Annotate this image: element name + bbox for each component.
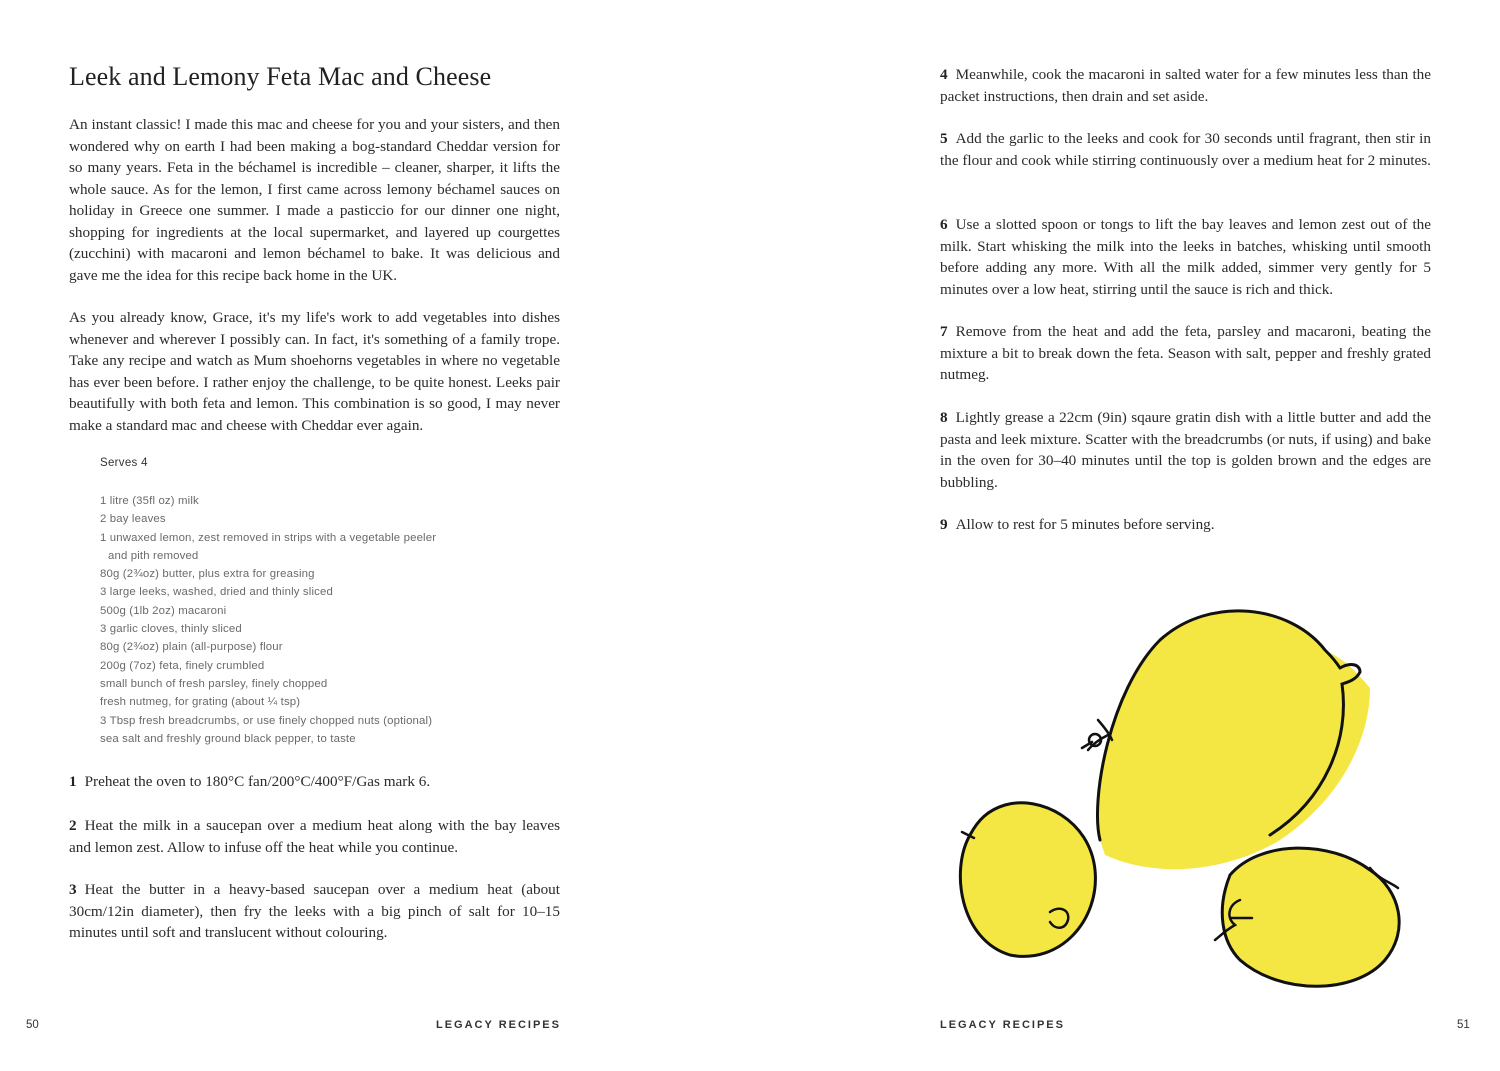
ingredient-item: 3 large leeks, washed, dried and thinly sliced xyxy=(100,586,333,599)
step-number: 5 xyxy=(940,130,948,147)
step-number: 9 xyxy=(940,516,948,533)
ingredient-item: 3 garlic cloves, thinly sliced xyxy=(100,623,242,636)
step-number: 1 xyxy=(69,773,77,790)
step-text: Allow to rest for 5 minutes before serving. xyxy=(955,516,1215,533)
section-label: LEGACY RECIPES xyxy=(436,1019,561,1031)
step-number: 3 xyxy=(69,881,77,898)
step-number: 6 xyxy=(940,216,948,233)
ingredient-item: sea salt and freshly ground black pepper, to taste xyxy=(100,732,356,745)
step-text: Lightly grease a 22cm (9in) sqaure gratin dish with a little butter and add the pasta and leek mixture. Scatter with the breadcrumbs (or nuts, if using) and bake in the oven for 30–40 minutes until the top is golden brown and the edges are bubbling. xyxy=(940,409,1431,491)
ingredient-list xyxy=(100,492,436,748)
method-step xyxy=(69,815,560,858)
ingredient-item: 200g (7oz) feta, finely crumbled xyxy=(100,659,265,672)
step-text: Add the garlic to the leeks and cook for 30 seconds until fragrant, then stir in the flour and cook while stirring continuously over a medium heat for 2 minutes. xyxy=(940,130,1431,169)
intro-paragraph: An instant classic! I made this mac and cheese for you and your sisters, and then wondered why on earth I had been making a bog-standard Cheddar version for so many years. Feta in the béchamel is incredible – cleaner, sharper, it lifts the whole sauce. As for the lemon, I first came across lemony béchamel sauces on holiday in Greece one summer. I made a pasticcio for our dinner one night, shopping for ingredients at the local supermarket, and layered up courgettes (zucchini) with macaroni and lemon béchamel to bake. It was delicious and gave me the idea for this recipe back home in the UK. xyxy=(69,116,560,284)
ingredient-item: and pith removed xyxy=(108,549,199,562)
lemon-large-icon xyxy=(1082,611,1370,869)
step-text: Remove from the heat and add the feta, parsley and macaroni, beating the mixture a bit to break down the feta. Season with salt, pepper and freshly grated nutmeg. xyxy=(940,323,1431,383)
step-number: 4 xyxy=(940,66,948,83)
ingredient-item: 1 litre (35fl oz) milk xyxy=(100,495,199,507)
method-step xyxy=(940,128,1431,171)
ingredient-item: 2 bay leaves xyxy=(100,513,166,526)
lemon-small-right-icon xyxy=(1215,848,1399,986)
method-step xyxy=(69,879,560,944)
step-number: 2 xyxy=(69,817,77,834)
ingredient-item: small bunch of fresh parsley, finely chopped xyxy=(100,677,328,690)
method-step xyxy=(940,321,1431,386)
method-step xyxy=(69,771,560,793)
right-page xyxy=(750,0,1500,1071)
lemon-small-left-icon xyxy=(960,803,1095,957)
method-step xyxy=(940,407,1431,493)
ingredient-item: 3 Tbsp fresh breadcrumbs, or use finely chopped nuts (optional) xyxy=(100,714,433,727)
step-text: Meanwhile, cook the macaroni in salted water for a few minutes less than the packet instructions, then drain and set aside. xyxy=(940,66,1431,105)
method-step xyxy=(940,214,1431,300)
step-text: Heat the butter in a heavy-based saucepan over a medium heat (about 30cm/12in diameter), then fry the leeks with a big pinch of salt for 10–15 minutes until soft and translucent without colouring. xyxy=(69,881,560,941)
ingredient-item: 1 unwaxed lemon, zest removed in strips with a vegetable peeler xyxy=(100,531,437,544)
step-number: 8 xyxy=(940,409,948,426)
serves-label: Serves 4 xyxy=(100,457,148,469)
section-label: LEGACY RECIPES xyxy=(940,1019,1065,1031)
ingredient-item: 80g (2¾oz) plain (all-purpose) flour xyxy=(100,641,283,654)
step-text: Heat the milk in a saucepan over a medium heat along with the bay leaves and lemon zest. Allow to infuse off the heat while you continue. xyxy=(69,817,560,856)
step-number: 7 xyxy=(940,323,948,340)
intro-paragraph: As you already know, Grace, it's my life's work to add vegetables into dishes whenever and wherever I possibly can. In fact, it's something of a family trope. Take any recipe and watch as Mum shoehorns vegetables in where no vegetable has ever been before. I rather enjoy the challenge, to be quite honest. Leeks pair beautifully with both feta and lemon. This combination is so good, I may never make a standard mac and cheese with Cheddar ever again. xyxy=(69,309,560,434)
page-number: 50 xyxy=(26,1019,39,1031)
method-step xyxy=(940,64,1431,107)
step-text: Use a slotted spoon or tongs to lift the bay leaves and lemon zest out of the milk. Start whisking the milk into the leeks in batches, whisking until smooth before adding any more. With all the milk added, simmer very gently for 5 minutes over a low heat, stirring until the sauce is rich and thick. xyxy=(940,216,1431,298)
ingredient-item: 80g (2¾oz) butter, plus extra for greasing xyxy=(100,568,315,581)
recipe-title: Leek and Lemony Feta Mac and Cheese xyxy=(69,62,492,91)
ingredient-item: fresh nutmeg, for grating (about ¼ tsp) xyxy=(100,696,301,709)
ingredient-item: 500g (1lb 2oz) macaroni xyxy=(100,604,227,617)
page-number: 51 xyxy=(1457,1019,1470,1031)
method-step xyxy=(940,514,1431,536)
step-text: Preheat the oven to 180°C fan/200°C/400°F/Gas mark 6. xyxy=(84,773,431,790)
lemons-watercolor-illustration xyxy=(930,600,1450,1010)
